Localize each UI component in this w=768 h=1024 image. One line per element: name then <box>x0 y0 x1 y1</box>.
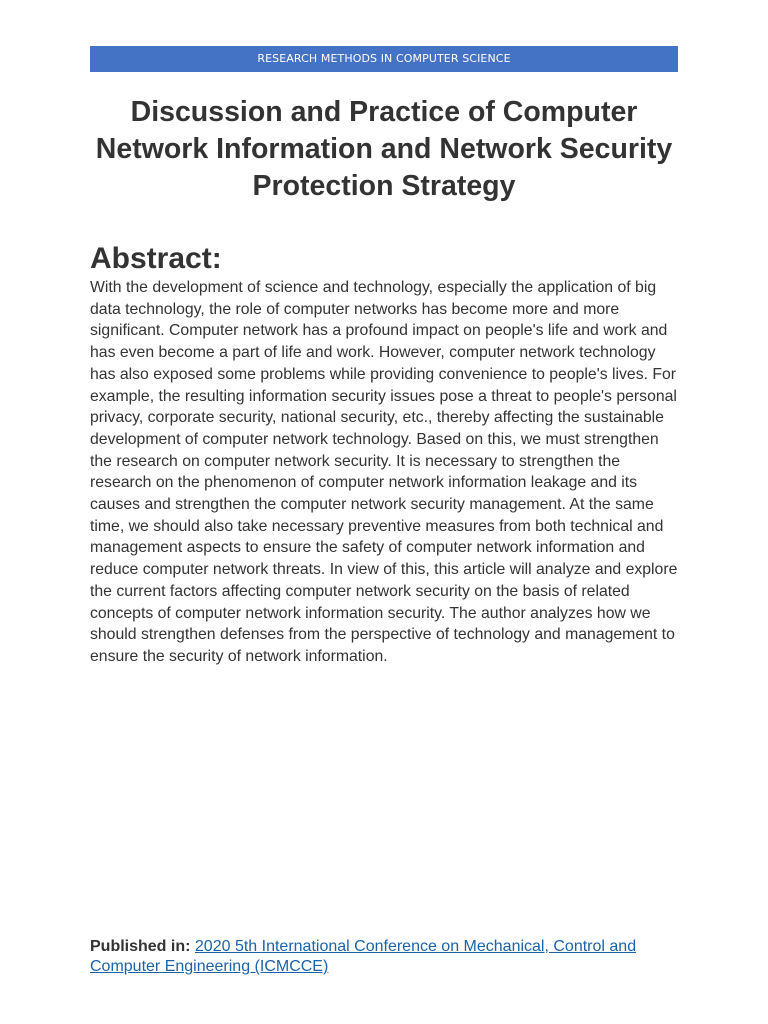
abstract-text: With the development of science and technology, especially the application of big data technology, the role of computer networks has become more and more significant. Computer network has a profound impact on people's life and work and has even become a part of life and work. However, computer network technology has also exposed some problems while providing convenience to people's lives. For example, the resulting information security issues pose a threat to people's personal privacy, corporate security, national security, etc., thereby affecting the sustainable development of computer network technology. Based on this, we must strengthen the research on computer network security. It is necessary to strengthen the research on the phenomenon of computer network information leakage and its causes and strengthen the computer network security management. At the same time, we should also take necessary preventive measures from both technical and management aspects to ensure the safety of computer network information and reduce computer network threats. In view of this, this article will analyze and explore the current factors affecting computer network security on the basis of related concepts of computer network information security. The author analyzes how we should strengthen defenses from the perspective of technology and management to ensure the security of network information. <box>90 279 678 665</box>
published-in-label: Published in: <box>90 938 191 955</box>
section-banner: RESEARCH METHODS IN COMPUTER SCIENCE <box>90 46 678 72</box>
paper-title: Discussion and Practice of Computer Network Information and Network Security Protection Strategy <box>95 96 673 202</box>
venue-link[interactable]: 2020 5th International Conference on Mechanical, Control and Computer Engineering (ICMCCE) <box>90 938 637 975</box>
published-in-line <box>90 937 690 977</box>
abstract-heading: Abstract: <box>90 242 222 275</box>
